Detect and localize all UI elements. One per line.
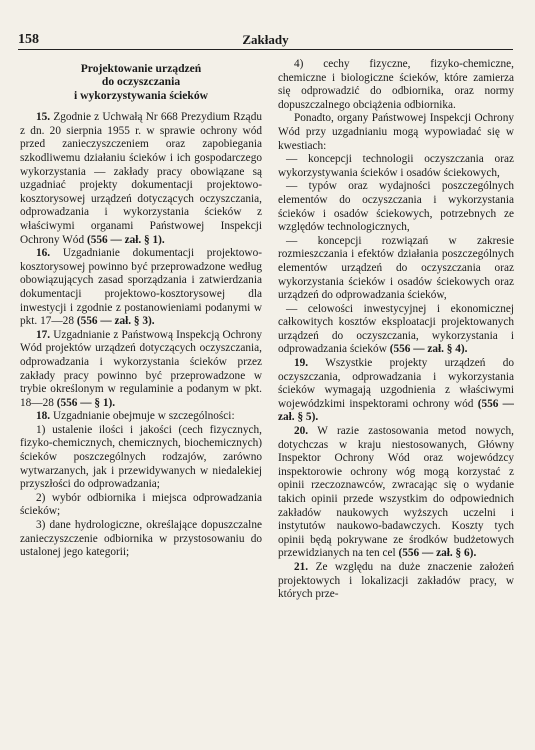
paragraph-number: 16. bbox=[36, 247, 51, 260]
section-title bbox=[20, 62, 262, 102]
paragraph-text: Ze względu na duże znaczenie założeń projektowych i lokalizacji zakładów pracy, w których prze- bbox=[278, 560, 514, 601]
right-column bbox=[278, 58, 514, 602]
paragraph-text: Zgodnie z Uchwałą Nr 668 Prezydium Rządu z dn. 20 sierpnia 1955 r. w sprawie ochrony wód przed zanieczyszczeniem oraz zapobiegania szkodliwemu działaniu ścieków i ich gospodarczego wykorzystania — zakłady pracy obowiązane są uzgadniać projekty dokumentacji projektowo-kosztorysowej urządzeń dotyczących oczyszczania, odprowadzania i wykorzystania ścieków z właściwymi organami Państwowej Inspekcji Ochrony Wód bbox=[20, 111, 262, 246]
paragraph-text: Uzgadnianie z Państwową Inspekcją Ochrony Wód projektów urządzeń dotyczących oczyszczania, odprowadzania i wykorzystania ścieków przez zakłady pracy powinno być przeprowadzone w trybie określonym w regulaminie a podanym w pkt. 18—28 bbox=[20, 328, 262, 409]
legal-reference: (556 — zał. § 4). bbox=[389, 343, 468, 356]
paragraph-15 bbox=[20, 111, 262, 247]
paragraph-21 bbox=[278, 561, 514, 602]
dash-item: — typów oraz wydajności poszczególnych elementów do oczyszczania i wykorzystania ścieków i osadów ściekowych, potrzebnych ze względów technologicznych, bbox=[278, 180, 514, 234]
paragraph-number: 18. bbox=[36, 410, 51, 423]
page-header bbox=[18, 28, 513, 48]
page-number: 158 bbox=[18, 32, 39, 47]
dash-item: — koncepcji technologii oczyszczania oraz wykorzystywania ścieków i osadów ściekowych, bbox=[278, 153, 514, 179]
paragraph-intro: Ponadto, organy Państwowej Inspekcji Ochrony Wód przy uzgadnianiu mogą wypowiadać się w kwestiach: bbox=[278, 112, 514, 152]
legal-reference: (556 — zał. § 6). bbox=[398, 547, 477, 560]
legal-reference: (556 — § 1). bbox=[56, 396, 116, 409]
paragraph-text: Uzgadnianie dokumentacji projektowo-kosztorysowej powinno być przeprowadzone według obowiązujących zasad sporządzania i zatwierdzania dokumentacji projektowo-kosztorysowej dla inwestycji i zgodnie z postanowieniami podanymi w pkt. 17—28 bbox=[20, 247, 262, 328]
list-item: 2) wybór odbiornika i miejsca odprowadzania ścieków; bbox=[20, 491, 262, 518]
paragraph-16 bbox=[20, 247, 262, 329]
dash-item: — koncepcji rozwiązań w zakresie rozmieszczania i efektów działania poszczególnych elementów urządzeń do oczyszczania oraz wykorzystania ścieków i osadów ściekowych oraz urządzeń do odprowadzania ścieków, bbox=[278, 234, 514, 302]
paragraph-number: 19. bbox=[294, 357, 309, 370]
dash-item bbox=[278, 303, 514, 357]
dash-text: — celowości inwestycyjnej i ekonomicznej całkowitych kosztów eksploatacji projektowanych urządzeń do oczyszczania, wykorzystania i odprowadzania ścieków bbox=[278, 302, 514, 356]
left-column bbox=[20, 58, 262, 560]
legal-reference: (556 — zał. § 1). bbox=[86, 233, 165, 246]
paragraph-number: 17. bbox=[36, 328, 51, 341]
paragraph-19 bbox=[278, 357, 514, 425]
paragraph-number: 15. bbox=[36, 111, 51, 124]
paragraph-18 bbox=[20, 410, 262, 424]
paragraph-number: 20. bbox=[294, 425, 309, 438]
paragraph-text: W razie zastosowania metod nowych, dotychczas w kraju niestosowanych, Główny Inspektor Ochrony Wód oraz wojewódzcy inspektorowie ochrony wóg mogą korzystać z opinii rzeczoznawców, zwracając się o wydanie takich opinii przede wszystkim do odpowiednich zakładów naukowych wyższych uczelni i instytutów naukowo-badawczych. Koszty tych opinii będą pokrywane ze środków budżetowych przewidzianych na ten cel bbox=[278, 425, 514, 560]
section-title-line: Projektowanie urządzeń bbox=[80, 62, 202, 75]
paragraph-text: Uzgadnianie obejmuje w szczególności: bbox=[50, 410, 235, 423]
paragraph-number: 21. bbox=[294, 560, 309, 573]
paragraph-text: Wszystkie projekty urządzeń do oczyszczania, odprowadzania i wykorzystania ścieków wymagają uzgodnienia z właściwymi wojewódzkimi inspektorami ochrony wód bbox=[278, 357, 514, 410]
legal-reference: (556 — zał. § 3). bbox=[76, 315, 155, 328]
list-item: 4) cechy fizyczne, fizyko-chemiczne, chemiczne i biologiczne ścieków, które zamierza się odprowadzić do odbiornika, oraz normy dopuszczalnego obciążenia odbiornika. bbox=[278, 58, 514, 111]
list-item: 3) dane hydrologiczne, określające dopuszczalne zanieczyszczenie odbiornika w przystosowaniu do ustalonej jego kategorii; bbox=[20, 519, 262, 559]
header-rule bbox=[18, 49, 513, 50]
list-item: 1) ustalenie ilości i jakości (cech fizycznych, fizyko-chemicznych, chemicznych, biochemicznych) ścieków poszczególnych rodzajów, zarówno wytwarzanych, jak i przewidywanych w niedalekiej przyszłości do odprowadzania; bbox=[20, 423, 262, 491]
running-title: Zakłady bbox=[242, 32, 289, 47]
paragraph-17 bbox=[20, 329, 262, 411]
paragraph-20 bbox=[278, 425, 514, 561]
section-title-line: do oczyszczania bbox=[101, 75, 181, 89]
section-title-line: i wykorzystywania ścieków bbox=[74, 88, 208, 102]
legal-reference: (556 — zał. § 5). bbox=[278, 397, 514, 424]
